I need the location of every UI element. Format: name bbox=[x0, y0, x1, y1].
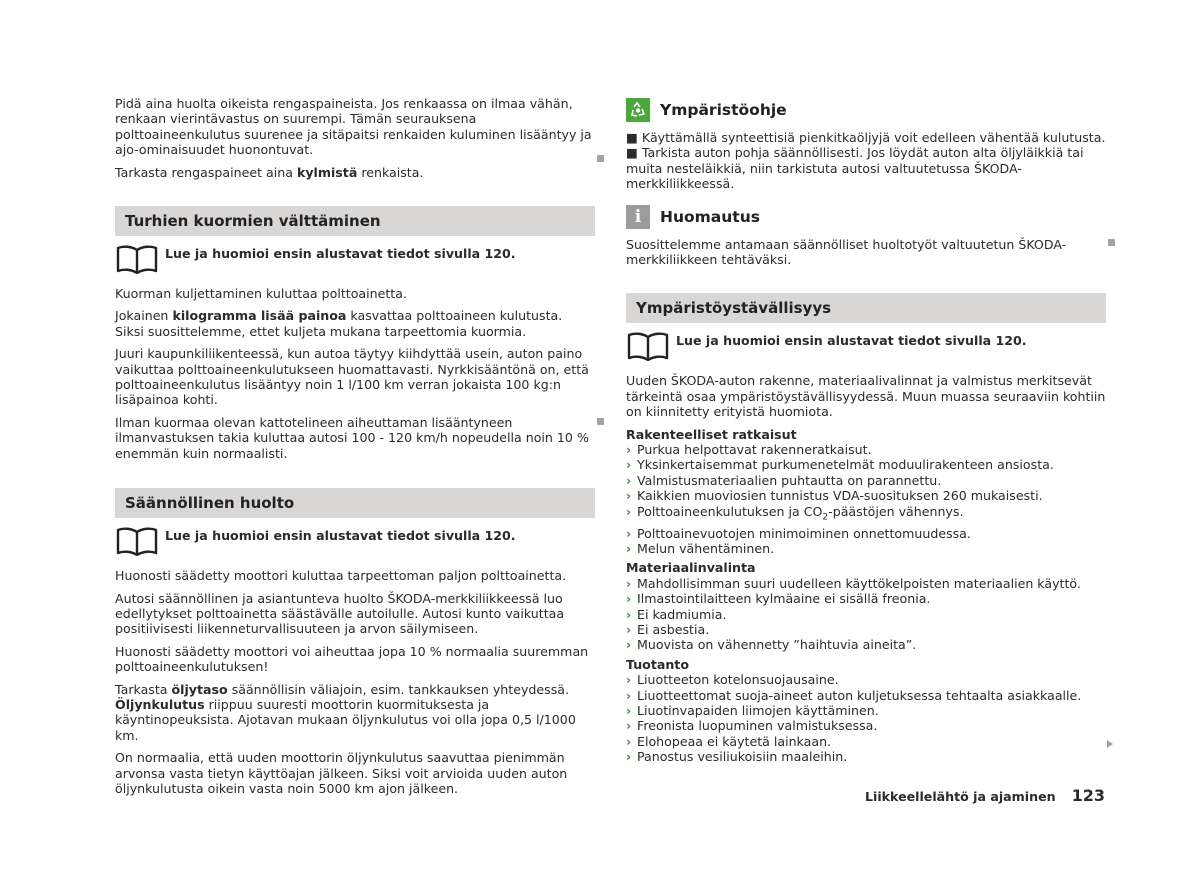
list-item-text: Mahdollisimman suuri uudelleen käyttökelpoisten materiaalien käyttö. bbox=[637, 575, 1081, 591]
list-item-text: Elohopeaa ei käytetä lainkaan. bbox=[637, 733, 832, 749]
load-paragraph-3: Juuri kaupunkiliikenteessä, kun autoa täytyy kiihdyttää usein, auton paino vaikuttaa polttoaineenkulutukseen huomattavasti. Nyrkkisääntönä on, että polttoaineenkulutus lisääntyy noin 1 l/100 km verran jokaista 100 kg:n lisäpainoa kohti. bbox=[115, 346, 589, 408]
chevron-right-icon: › bbox=[626, 503, 632, 519]
list-item-text: Freonista luopuminen valmistuksessa. bbox=[637, 718, 878, 734]
subscript: 2 bbox=[822, 512, 829, 523]
list-item bbox=[626, 457, 1106, 472]
environment-bullet-list bbox=[626, 130, 1106, 192]
book-icon bbox=[626, 331, 670, 361]
section-heading-unnecessary-loads: Turhien kuormien välttäminen bbox=[115, 206, 595, 236]
list-item bbox=[626, 688, 1106, 703]
list-item bbox=[626, 622, 1106, 637]
list-item-text: Ei asbestia. bbox=[637, 622, 710, 638]
list-item-text: Panostus vesiliukoisiin maaleihin. bbox=[637, 749, 848, 765]
list-item bbox=[626, 488, 1106, 503]
text-run: Jokainen bbox=[115, 308, 173, 324]
list-item bbox=[626, 703, 1106, 718]
tire-check-paragraph bbox=[115, 165, 595, 180]
note-title: Huomautus bbox=[660, 207, 760, 226]
environment-note-title: Ympäristöohje bbox=[660, 101, 787, 119]
list-item bbox=[626, 672, 1106, 687]
list-item: ■ Tarkista auton pohja säännöllisesti. Jos löydät auton alta öljyläikkiä tai muita nesteläikkiä, niin tarkistuta autosi valtuutetussa ŠKODA-merkkiliikkeessä. bbox=[626, 145, 1084, 192]
section-heading-regular-service: Säännöllinen huolto bbox=[115, 488, 595, 518]
list-item-text: Liuotteettomat suoja-aineet auton kuljetuksessa tehtaalta asiakkaalle. bbox=[637, 687, 1082, 703]
footer-section-title: Liikkeellelähtö ja ajaminen bbox=[865, 789, 1056, 804]
list-item-text bbox=[637, 504, 963, 526]
list-item bbox=[626, 749, 1106, 764]
production-list bbox=[626, 672, 1106, 764]
read-first-notice bbox=[115, 526, 595, 568]
text-run: kasvattaa polttoaineen kulutusta. Siksi suosittelemme, ettet kuljeta mukana tarpeettomia kuormia. bbox=[115, 308, 563, 339]
chevron-right-icon: › bbox=[626, 575, 632, 591]
list-item-text: Valmistusmateriaalien puhtautta on parannettu. bbox=[637, 472, 942, 488]
list-item-text: Liuotinvapaiden liimojen käyttäminen. bbox=[637, 703, 879, 719]
chevron-right-icon: › bbox=[626, 442, 632, 458]
chevron-right-icon: › bbox=[626, 703, 632, 719]
text-run: säännöllisin väliajoin, esim. tankkauksen yhteydessä. bbox=[227, 681, 570, 697]
read-first-text: Lue ja huomioi ensin alustavat tiedot sivulla 120. bbox=[165, 246, 516, 262]
load-paragraph-4: Ilman kuormaa olevan kattotelineen aiheuttaman lisääntyneen ilmanvastuksen takia kuluttaa autosi 100 - 120 km/h nopeudella noin 10 % enemmän kuin normaalisti. bbox=[115, 414, 589, 461]
text-run: renkaista. bbox=[357, 164, 424, 180]
service-paragraph-5: On normaalia, että uuden moottorin öljynkulutus saavuttaa pienimmän arvonsa vasta tietyn käyttöajan jälkeen. Siksi voit arvioida uuden auton öljynkulutusta oikein vasta noin 5000 km ajon jälkeen. bbox=[115, 750, 568, 796]
chevron-right-icon: › bbox=[626, 525, 632, 541]
book-icon bbox=[115, 526, 159, 556]
load-paragraph-2 bbox=[115, 308, 595, 339]
info-icon: i bbox=[626, 205, 650, 229]
list-item bbox=[626, 473, 1106, 488]
text-run: Tarkasta bbox=[115, 681, 172, 697]
page-footer bbox=[865, 786, 1105, 805]
list-item-text: Liuotteeton kotelonsuojausaine. bbox=[637, 672, 839, 688]
left-column bbox=[115, 96, 595, 803]
chevron-right-icon: › bbox=[626, 622, 632, 638]
list-item-text: Muovista on vähennetty ”haihtuvia aineita”. bbox=[637, 637, 917, 653]
list-item bbox=[626, 576, 1106, 591]
text-run: riippuu suuresti moottorin kuormituksesta ja käyntinopeuksista. Ajotavan mukaan öljynkulutus voi olla jopa 0,5 l/1000 km. bbox=[115, 696, 576, 743]
chevron-right-icon: › bbox=[626, 457, 632, 473]
chevron-right-icon: › bbox=[626, 637, 632, 653]
chevron-right-icon: › bbox=[626, 718, 632, 734]
list-item bbox=[626, 504, 1106, 526]
environment-note-header bbox=[626, 96, 1106, 124]
list-item-text: Ilmastointilaitteen kylmäaine ei sisällä freonia. bbox=[637, 591, 931, 607]
end-square-icon bbox=[597, 418, 604, 425]
list-item bbox=[626, 526, 1106, 541]
text-run: Polttoaineenkulutuksen ja CO bbox=[637, 503, 823, 519]
end-square-icon bbox=[597, 155, 604, 162]
subheading-production: Tuotanto bbox=[626, 656, 689, 672]
book-icon bbox=[115, 244, 159, 274]
read-first-text: Lue ja huomioi ensin alustavat tiedot sivulla 120. bbox=[165, 528, 516, 544]
service-paragraph-4 bbox=[115, 682, 595, 744]
emphasis: Öljynkulutus bbox=[115, 696, 205, 712]
continue-arrow-icon bbox=[1107, 740, 1113, 748]
list-item bbox=[626, 591, 1106, 606]
service-paragraph-2: Autosi säännöllinen ja asiantunteva huolto ŠKODA-merkkiliikkeessä luo edellytykset polttoainetta säästävälle autoilulle. Autosi kunto vaikuttaa positiivisesti liikenneturvallisuuteen ja arvon säilymiseen. bbox=[115, 590, 565, 637]
chevron-right-icon: › bbox=[626, 488, 632, 504]
load-paragraph-1: Kuorman kuljettaminen kuluttaa polttoainetta. bbox=[115, 286, 407, 302]
list-item bbox=[626, 607, 1106, 622]
end-square-icon bbox=[1108, 239, 1115, 246]
read-first-text: Lue ja huomioi ensin alustavat tiedot sivulla 120. bbox=[676, 333, 1027, 349]
list-item-text: Ei kadmiumia. bbox=[637, 606, 727, 622]
list-item bbox=[626, 442, 1106, 457]
page-number: 123 bbox=[1071, 786, 1105, 805]
tire-pressure-paragraph: Pidä aina huolta oikeista rengaspaineista. Jos renkaassa on ilmaa vähän, renkaan vierintävastus on suurempi. Tämän seurauksena polttoaineenkulutus suurenee ja sitäpaitsi renkaiden kuluminen lisääntyy ja ajo-ominaisuudet huonontuvat. bbox=[115, 96, 592, 158]
list-item bbox=[626, 718, 1106, 733]
material-selection-list bbox=[626, 576, 1106, 653]
chevron-right-icon: › bbox=[626, 472, 632, 488]
text-run: -päästöjen vähennys. bbox=[828, 503, 964, 519]
chevron-right-icon: › bbox=[626, 591, 632, 607]
list-item bbox=[626, 541, 1106, 556]
list-item-text: Polttoainevuotojen minimoiminen onnettomuudessa. bbox=[637, 525, 971, 541]
list-item-text: Purkua helpottavat rakenneratkaisut. bbox=[637, 442, 872, 458]
right-column bbox=[626, 96, 1106, 769]
environment-intro-paragraph: Uuden ŠKODA-auton rakenne, materiaalivalinnat ja valmistus merkitsevät tärkeintä osaa ympäristöystävällisyydessä. Muun muassa seuraaviin kohtiin on kiinnitetty erityistä huomiota. bbox=[626, 373, 1106, 420]
note-header bbox=[626, 203, 1106, 231]
chevron-right-icon: › bbox=[626, 749, 632, 765]
subheading-structural-solutions: Rakenteelliset ratkaisut bbox=[626, 426, 797, 442]
emphasis: kilogramma lisää painoa bbox=[172, 308, 347, 324]
chevron-right-icon: › bbox=[626, 733, 632, 749]
section-heading-environment-friendliness: Ympäristöystävällisyys bbox=[626, 293, 1106, 323]
note-paragraph: Suosittelemme antamaan säännölliset huoltotyöt valtuutetun ŠKODA-merkkiliikkeen tehtäväksi. bbox=[626, 236, 1067, 268]
list-item bbox=[626, 734, 1106, 749]
chevron-right-icon: › bbox=[626, 687, 632, 703]
text-run: Tarkasta rengaspaineet aina bbox=[115, 164, 297, 180]
chevron-right-icon: › bbox=[626, 541, 632, 557]
service-paragraph-1: Huonosti säädetty moottori kuluttaa tarpeettoman paljon polttoainetta. bbox=[115, 568, 567, 584]
list-item-text: Kaikkien muoviosien tunnistus VDA-suosituksen 260 mukaisesti. bbox=[637, 488, 1043, 504]
structural-solutions-list bbox=[626, 442, 1106, 556]
recycle-icon bbox=[626, 98, 650, 122]
read-first-notice bbox=[115, 244, 595, 286]
list-item-text: Yksinkertaisemmat purkumenetelmät moduulirakenteen ansiosta. bbox=[637, 457, 1054, 473]
read-first-notice bbox=[626, 331, 1106, 373]
list-item-text: Melun vähentäminen. bbox=[637, 541, 775, 557]
chevron-right-icon: › bbox=[626, 672, 632, 688]
list-item: ■ Käyttämällä synteettisiä pienkitkaöljyjä voit edelleen vähentää kulutusta. bbox=[626, 130, 1106, 145]
emphasis: öljytaso bbox=[171, 681, 228, 697]
chevron-right-icon: › bbox=[626, 606, 632, 622]
list-item bbox=[626, 637, 1106, 652]
emphasis: kylmistä bbox=[296, 164, 358, 180]
subheading-material-selection: Materiaalinvalinta bbox=[626, 560, 756, 576]
service-paragraph-3: Huonosti säädetty moottori voi aiheuttaa jopa 10 % normaalia suuremman polttoaineenkulutuksen! bbox=[115, 643, 589, 675]
